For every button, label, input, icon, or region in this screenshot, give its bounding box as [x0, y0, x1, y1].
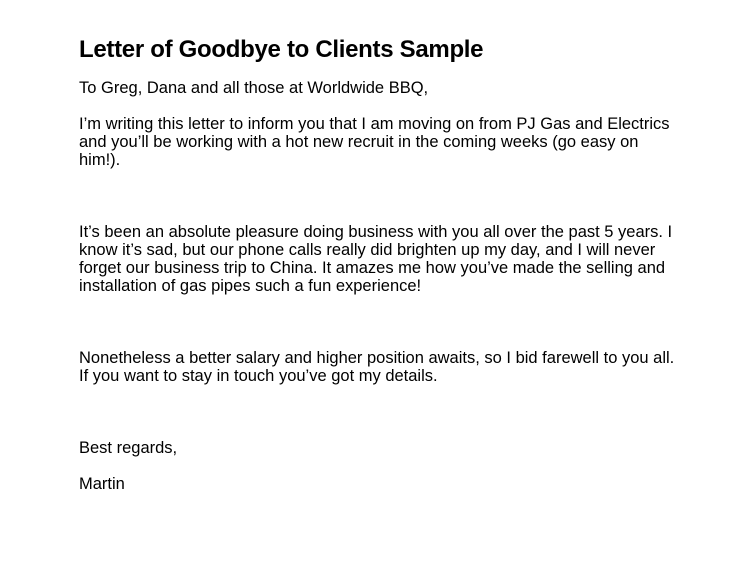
letter-closing: Best regards,	[79, 439, 178, 457]
letter-paragraph-1: I’m writing this letter to inform you that I am moving on from PJ Gas and Electrics and you’ll be working with a hot new recruit in the coming weeks (go easy on him!).	[79, 115, 670, 169]
letter-title: Letter of Goodbye to Clients Sample	[79, 36, 484, 63]
letter-signature: Martin	[79, 475, 125, 493]
letter-salutation: To Greg, Dana and all those at Worldwide BBQ,	[79, 79, 429, 97]
letter-paragraph-2: It’s been an absolute pleasure doing business with you all over the past 5 years. I know it’s sad, but our phone calls really did brighten up my day, and I will never forget our business trip to China. It amazes me how you’ve made the selling and installation of gas pipes such a fun experience!	[79, 223, 673, 295]
letter-paragraph-3: Nonetheless a better salary and higher position awaits, so I bid farewell to you all. If you want to stay in touch you’ve got my details.	[79, 349, 675, 385]
